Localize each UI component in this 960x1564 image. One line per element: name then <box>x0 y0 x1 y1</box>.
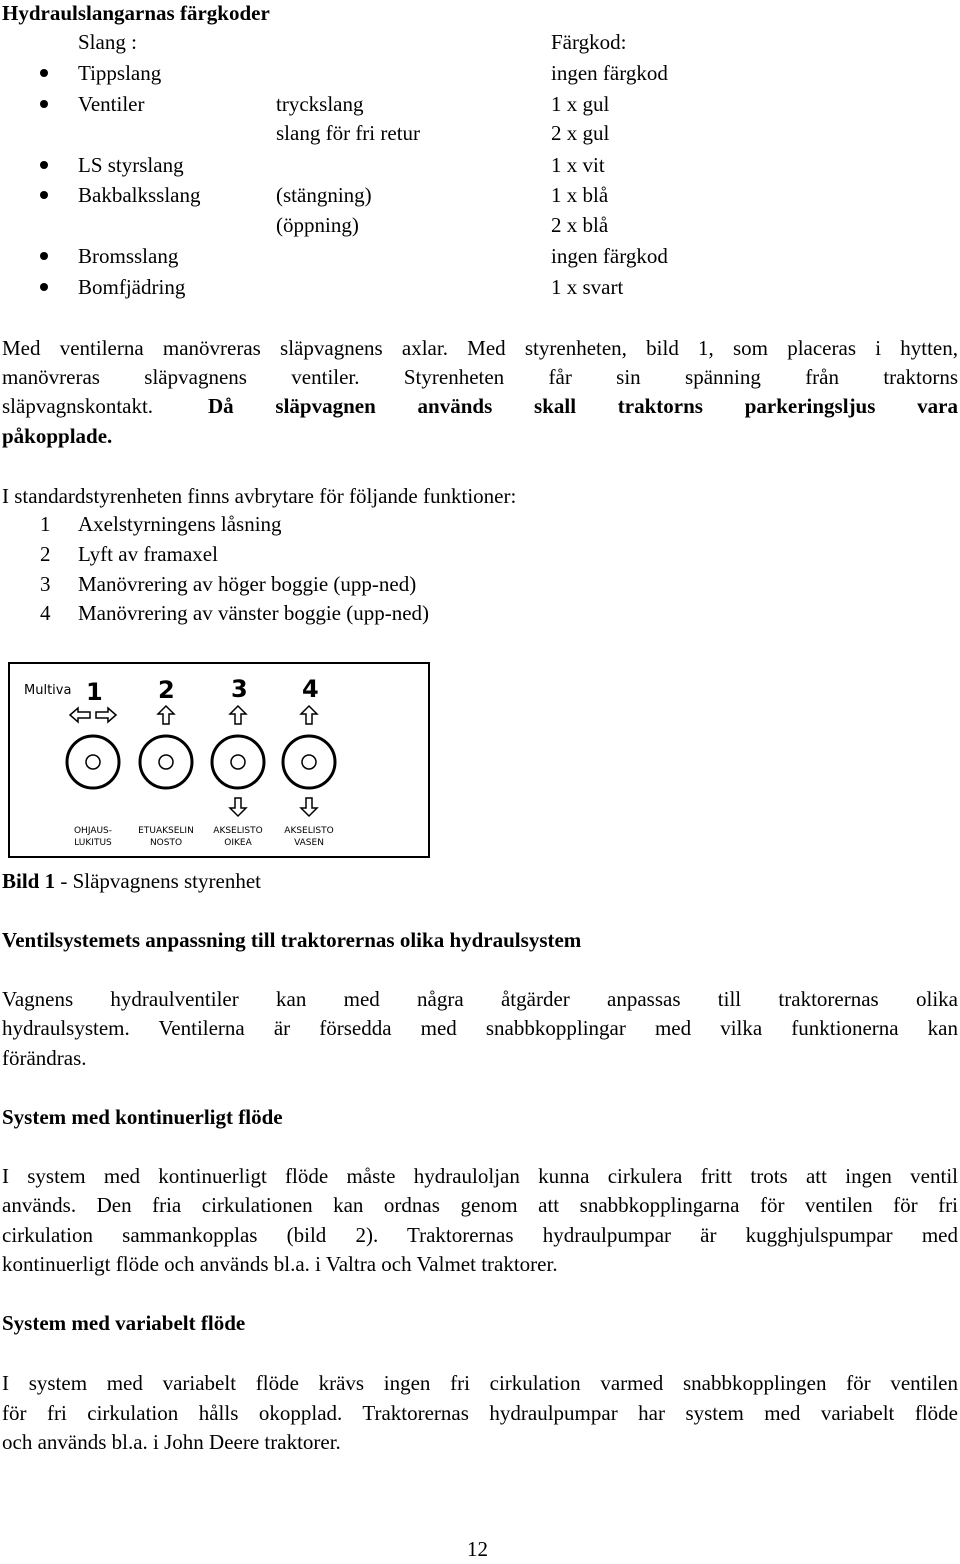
paragraph-line: manövreras släpvagnens ventiler. Styrenheten får sin spänning från traktorns <box>2 365 958 389</box>
section-title: System med kontinuerligt flöde <box>2 1105 283 1129</box>
function-text: Manövrering av vänster boggie (upp-ned) <box>78 601 430 625</box>
paragraph-line: I system med kontinuerligt flöde måste hydrauloljan kunna cirkulera fritt trots att ingen ventil <box>2 1164 958 1188</box>
section-title: System med variabelt flöde <box>2 1311 246 1335</box>
paragraph-line: cirkulation sammankopplas (bild 2). Traktorernas hydraulpumpar är kugghjulspumpar med <box>2 1223 958 1247</box>
hose-detail: tryckslang <box>276 92 364 116</box>
function-number: 3 <box>40 572 51 596</box>
function-number: 1 <box>40 512 51 536</box>
switch-number-4: 4 <box>302 675 319 703</box>
paragraph-line: förändras. <box>2 1046 87 1070</box>
figure-caption <box>2 866 261 896</box>
up-arrow-icon <box>301 706 317 724</box>
hose-color-code: 1 x blå <box>551 183 609 207</box>
paragraph-bold-line: påkopplade. <box>2 424 113 448</box>
left-arrow-icon <box>70 708 90 722</box>
page-heading: Hydraulslangarnas färgkoder <box>2 1 270 25</box>
paragraph-line: kontinuerligt flöde och används bl.a. i Valtra och Valmet traktorer. <box>2 1252 558 1276</box>
switch-number-2: 2 <box>158 676 175 704</box>
switch-label-1-line1: OHJAUS- <box>73 826 113 836</box>
switch-label-2-line1: ETUAKSELIN <box>138 826 194 836</box>
switch-knob-4 <box>283 736 335 788</box>
bullet-icon <box>40 161 48 169</box>
up-arrow-icon <box>230 706 246 724</box>
hose-name: Tippslang <box>78 61 162 85</box>
switch-label-3-line2: OIKEA <box>224 838 252 848</box>
switch-label-1-line2: LUKITUS <box>74 838 112 848</box>
bullet-icon <box>40 252 48 260</box>
switch-knob-3 <box>212 736 264 788</box>
paragraph-line: Med ventilerna manövreras släpvagnens axlar. Med styrenheten, bild 1, som placeras i hytten, <box>2 336 958 360</box>
hose-color-code: 1 x gul <box>551 92 610 116</box>
paragraph-line: används. Den fria cirkulationen kan ordnas genom att snabbkopplingarna för ventilen för fri <box>2 1193 958 1217</box>
hose-name: LS styrslang <box>78 153 184 177</box>
paragraph-line: hydraulsystem. Ventilerna är försedda med snabbkopplingar med vilka funktionerna kan <box>2 1016 958 1040</box>
hose-color-code: ingen färgkod <box>551 61 668 85</box>
switch-number-3: 3 <box>231 675 248 703</box>
switch-knob-2 <box>140 736 192 788</box>
hose-name: Bomfjädring <box>78 275 186 299</box>
hose-color-code: 1 x svart <box>551 275 624 299</box>
switch-label-4-line1: AKSELISTO <box>284 826 334 836</box>
hose-detail: (stängning) <box>276 183 372 207</box>
control-unit-figure <box>8 662 430 858</box>
control-unit-drawing <box>10 664 428 856</box>
hose-name: Ventiler <box>78 92 145 116</box>
paragraph-line: Vagnens hydraulventiler kan med några åtgärder anpassas till traktorernas olika <box>2 987 958 1011</box>
paragraph-line: släpvagnskontakt. <box>2 394 154 418</box>
down-arrow-icon <box>301 798 317 816</box>
figure-caption-text: - Släpvagnens styrenhet <box>55 869 261 893</box>
bullet-icon <box>40 69 48 77</box>
column-header-fargkod: Färgkod: <box>551 30 627 54</box>
bullet-icon <box>40 283 48 291</box>
hose-color-code: ingen färgkod <box>551 244 668 268</box>
function-text: Manövrering av höger boggie (upp-ned) <box>78 572 417 596</box>
hose-color-code: 2 x blå <box>551 213 609 237</box>
hose-color-code: 2 x gul <box>551 121 610 145</box>
hose-name: Bromsslang <box>78 244 179 268</box>
brand-label: Multiva <box>24 683 72 698</box>
function-number: 2 <box>40 542 51 566</box>
switch-knob-1 <box>67 736 119 788</box>
switch-label-3-line1: AKSELISTO <box>213 826 263 836</box>
hose-detail: (öppning) <box>276 213 359 237</box>
page-number: 12 <box>467 1537 488 1561</box>
paragraph-line: och används bl.a. i John Deere traktorer. <box>2 1430 341 1454</box>
up-arrow-icon <box>158 706 174 724</box>
paragraph-bold-line: Då släpvagnen används skall traktorns parkeringsljus vara <box>208 394 958 418</box>
bullet-icon <box>40 100 48 108</box>
function-text: Axelstyrningens låsning <box>78 512 282 536</box>
hose-detail: slang för fri retur <box>276 121 421 145</box>
hose-name: Bakbalksslang <box>78 183 201 207</box>
function-number: 4 <box>40 601 51 625</box>
switch-number-1: 1 <box>86 678 103 706</box>
function-text: Lyft av framaxel <box>78 542 218 566</box>
switch-label-4-line2: VASEN <box>294 838 324 848</box>
hose-color-code: 1 x vit <box>551 153 605 177</box>
functions-intro: I standardstyrenheten finns avbrytare för följande funktioner: <box>2 484 517 508</box>
paragraph-line: I system med variabelt flöde krävs ingen fri cirkulation varmed snabbkopplingen för ventilen <box>2 1371 958 1395</box>
column-header-slang: Slang : <box>78 30 137 54</box>
right-arrow-icon <box>96 708 116 722</box>
paragraph-line: för fri cirkulation hålls okopplad. Traktorernas hydraulpumpar har system med variabelt flöde <box>2 1401 958 1425</box>
section-title: Ventilsystemets anpassning till traktorernas olika hydraulsystem <box>2 928 582 952</box>
down-arrow-icon <box>230 798 246 816</box>
bullet-icon <box>40 191 48 199</box>
figure-caption-label: Bild 1 <box>2 869 56 893</box>
switch-label-2-line2: NOSTO <box>149 838 183 848</box>
